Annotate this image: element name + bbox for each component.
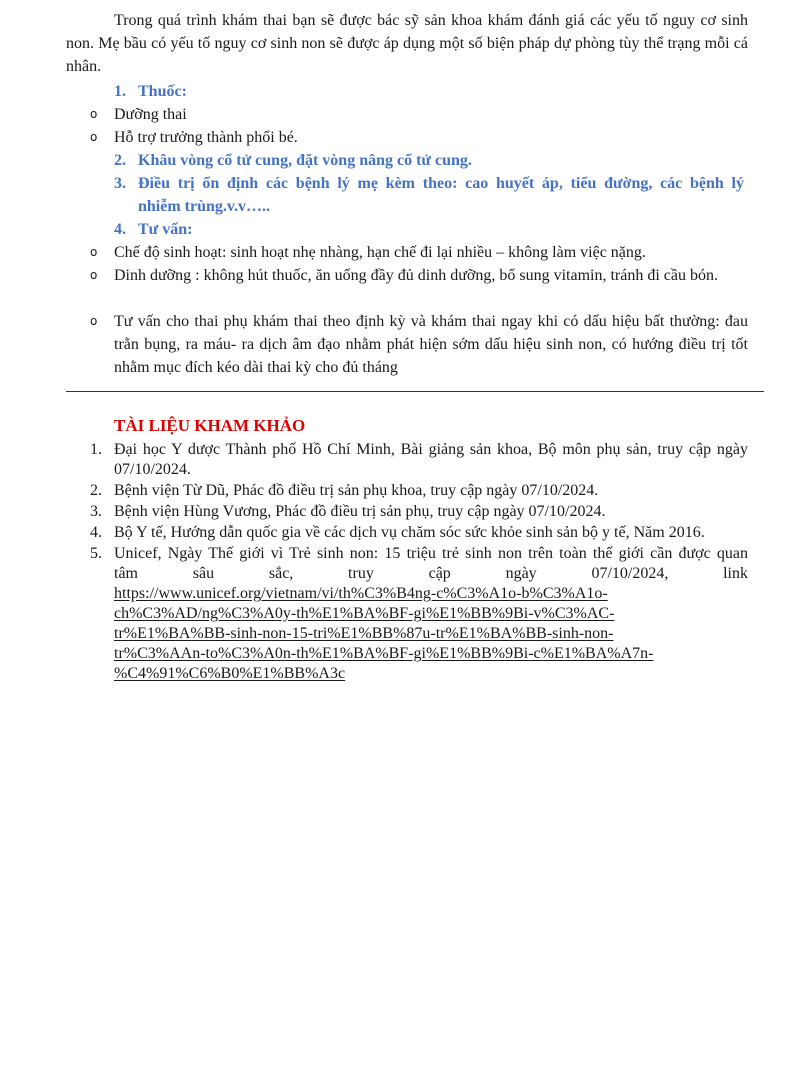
section-number: 2. (114, 152, 126, 169)
reference-text-line2: tâm sâu sắc, truy cập ngày 07/10/2024, link (114, 565, 748, 582)
section-heading-cerclage (114, 149, 472, 172)
bullet-item (90, 310, 748, 379)
section-number: 4. (114, 221, 126, 238)
reference-text-line1: Unicef, Ngày Thế giới vì Trẻ sinh non: 15 triệu trẻ sinh non trên toàn thế giới cần được quan (114, 545, 748, 562)
reference-link-line[interactable]: tr%C3%AAn-to%C3%A0n-th%E1%BA%BF-gi%E1%BB%9Bi-c%E1%BA%A7n- (114, 645, 654, 662)
bullet-text: Hỗ trợ trưởng thành phổi bé. (114, 129, 298, 146)
section-number: 3. (114, 175, 126, 192)
reference-item (90, 481, 748, 501)
reference-number: 1. (90, 441, 102, 458)
reference-number: 5. (90, 545, 102, 562)
section-title: Tư vấn: (138, 221, 193, 238)
reference-link-line[interactable]: https://www.unicef.org/vietnam/vi/th%C3%B4ng-c%C3%A1o-b%C3%A1o- (114, 585, 608, 602)
bullet-text: Tư vấn cho thai phụ khám thai theo định kỳ và khám thai ngay khi có dấu hiệu bất thường: đau trằn bụng, ra máu- ra dịch âm đạo nhằm phát hiện sớm dấu hiệu sinh non, có hướng điều trị tốt nhằm mục đích kéo dài thai kỳ cho đủ tháng (114, 313, 748, 376)
reference-number: 2. (90, 482, 102, 499)
intro-paragraph: Trong quá trình khám thai bạn sẽ được bác sỹ sản khoa khám đánh giá các yếu tố nguy cơ sinh non. Mẹ bầu có yếu tố nguy cơ sinh non sẽ được áp dụng một số biện pháp dự phòng tùy thể trạng mỗi cá nhân. (66, 12, 748, 75)
section-title: Thuốc: (138, 83, 187, 100)
bullet-circle-icon: o (90, 268, 98, 282)
reference-link-line[interactable]: tr%E1%BA%BB-sinh-non-15-tri%E1%BB%87u-tr%E1%BA%BB-sinh-non- (114, 625, 614, 642)
section-heading-treatment (114, 172, 748, 218)
bullet-circle-icon: o (90, 107, 98, 121)
bullet-circle-icon: o (90, 130, 98, 144)
bullet-circle-icon: o (90, 245, 98, 259)
reference-link-line[interactable]: %C4%91%C6%B0%E1%BB%A3c (114, 665, 346, 682)
bullet-text: Chế độ sinh hoạt: sinh hoạt nhẹ nhàng, hạn chế đi lại nhiều – không làm việc nặng. (114, 244, 646, 261)
bullet-text: Dinh dưỡng : không hút thuốc, ăn uống đầy đủ dinh dưỡng, bổ sung vitamin, tránh đi cầu bón. (114, 267, 718, 284)
section-title-line1: Điều trị ổn định các bệnh lý mẹ kèm theo: cao huyết áp, tiểu đường, các bệnh lý (138, 175, 744, 192)
section-title: Khâu vòng cổ tử cung, đặt vòng nâng cổ tử cung. (138, 152, 472, 169)
reference-number: 3. (90, 503, 102, 520)
reference-text: Bộ Y tế, Hướng dẫn quốc gia về các dịch vụ chăm sóc sức khỏe sinh sản bộ y tế, Năm 2016. (114, 524, 705, 541)
bullet-item (90, 264, 748, 287)
reference-link-line[interactable]: ch%C3%AD/ng%C3%A0y-th%E1%BA%BF-gi%E1%BB%9Bi-v%C3%AC- (114, 605, 615, 622)
section-heading-medication (114, 80, 187, 103)
bullet-item (90, 241, 748, 264)
reference-item (90, 502, 748, 522)
reference-text: Đại học Y dược Thành phố Hồ Chí Minh, Bài giảng sản khoa, Bộ môn phụ sản, truy cập ngày 07/10/2024. (114, 441, 748, 478)
reference-text: Bệnh viện Từ Dũ, Phác đồ điều trị sản phụ khoa, truy cập ngày 07/10/2024. (114, 482, 599, 499)
references-list (90, 440, 748, 685)
references-title: TÀI LIỆU KHAM KHẢO (114, 416, 306, 435)
reference-item (90, 440, 748, 480)
section-number: 1. (114, 83, 126, 100)
section-heading-counseling (114, 218, 193, 241)
bullet-text: Dưỡng thai (114, 106, 187, 123)
horizontal-divider (66, 391, 764, 392)
bullet-item (90, 103, 748, 126)
section-title-line2: nhiễm trùng.v.v….. (138, 198, 271, 215)
reference-number: 4. (90, 524, 102, 541)
reference-item (90, 523, 748, 543)
bullet-circle-icon: o (90, 314, 98, 328)
reference-item (90, 544, 748, 684)
reference-text: Bệnh viện Hùng Vương, Phác đồ điều trị sản phụ, truy cập ngày 07/10/2024. (114, 503, 606, 520)
bullet-item (90, 126, 748, 149)
